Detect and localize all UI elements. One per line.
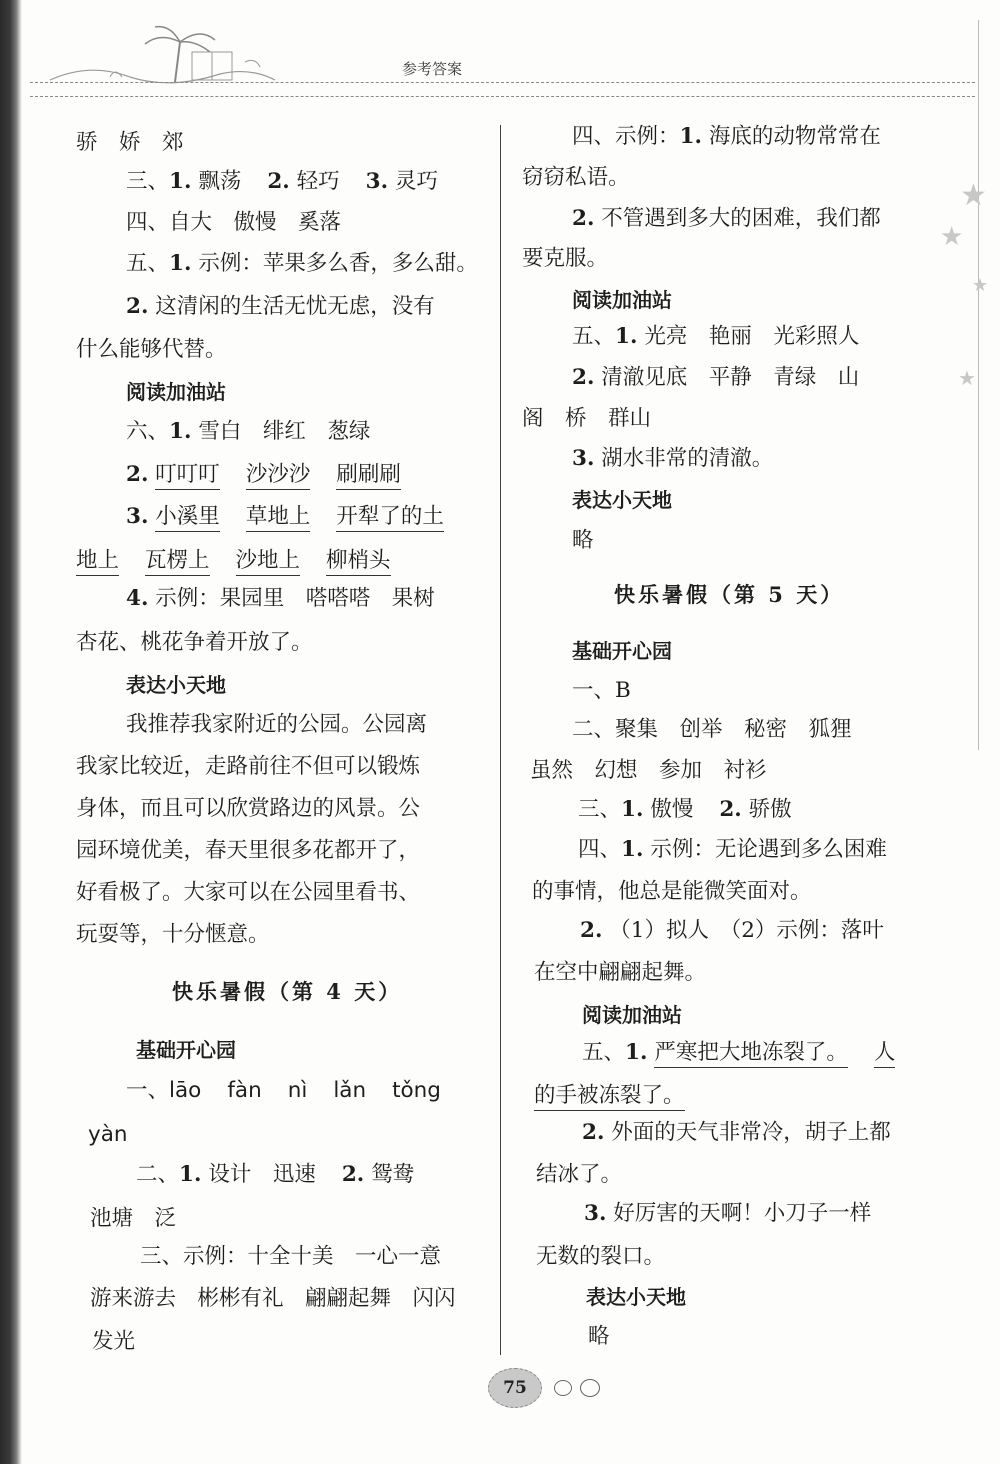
header-divider-bottom	[30, 96, 975, 97]
answer-line: 一、B	[572, 678, 631, 703]
answer-line: 骄 娇 郊	[76, 130, 184, 155]
answer-line: 2. 外面的天气非常冷，胡子上都	[582, 1120, 891, 1145]
paragraph-line: 身体，而且可以欣赏路边的风景。公	[76, 796, 421, 821]
star-icon: ★	[940, 222, 964, 252]
answer-line: 三、1. 傲慢 2. 骄傲	[578, 797, 792, 822]
answer-line: 池塘 泛	[90, 1206, 177, 1231]
answer-line: 六、1. 雪白 绯红 葱绿	[126, 419, 371, 444]
section-heading: 基础开心园	[136, 1038, 236, 1062]
answer-line: 二、1. 设计 迅速 2. 鸳鸯	[136, 1162, 415, 1187]
answer-line: 四、1. 示例：无论遇到多么困难	[578, 837, 887, 862]
paragraph-line: 玩耍等，十分惬意。	[76, 922, 270, 947]
answer-line: 略	[588, 1324, 610, 1349]
answer-line: 三、示例：十全十美 一心一意	[140, 1244, 442, 1269]
answer-line: 结冰了。	[536, 1162, 623, 1187]
section-heading: 阅读加油站	[126, 380, 226, 404]
circle-icon	[554, 1380, 572, 1396]
paragraph-line: 我家比较近，走路前往不但可以锻炼	[76, 754, 421, 779]
answer-line: 窃窃私语。	[522, 165, 630, 190]
day-section-title: 快乐暑假（第 5 天）	[614, 582, 845, 607]
answer-line: 2. 叮叮叮 沙沙沙 刷刷刷	[76, 460, 401, 490]
answer-line: 四、自大 傲慢 奚落	[126, 210, 342, 235]
section-heading: 阅读加油站	[582, 1003, 682, 1027]
answer-line: 无数的裂口。	[536, 1244, 666, 1269]
answer-line: 在空中翩翩起舞。	[534, 960, 707, 985]
answer-line: 杏花、桃花争着开放了。	[76, 630, 313, 655]
section-heading: 基础开心园	[572, 639, 672, 663]
pinyin-line: yàn	[88, 1122, 128, 1147]
answer-line: 2. 这清闲的生活无忧无虑，没有	[126, 294, 435, 319]
page-number: 75	[488, 1368, 542, 1408]
star-icon: ★	[958, 366, 976, 390]
column-divider	[500, 125, 501, 1355]
paragraph-line: 好看极了。大家可以在公园里看书、	[76, 880, 421, 905]
paragraph-line: 园环境优美，春天里很多花都开了，	[76, 838, 421, 863]
section-heading: 阅读加油站	[572, 288, 672, 312]
answer-line: 的手被冻裂了。	[534, 1081, 685, 1111]
answer-line: 二、聚集 创举 秘密 狐狸	[572, 717, 852, 742]
star-icon: ★	[972, 275, 989, 296]
circle-icon	[580, 1379, 600, 1397]
right-margin-line	[978, 20, 979, 750]
section-heading: 表达小天地	[126, 673, 226, 697]
answer-line: 游来游去 彬彬有礼 翩翩起舞 闪闪	[90, 1286, 456, 1311]
answer-line: 2. （1）拟人 （2）示例：落叶	[580, 918, 884, 943]
answer-line: 三、1. 飘荡 2. 轻巧 3. 灵巧	[126, 169, 438, 194]
star-icon: ★	[960, 178, 987, 213]
section-heading: 表达小天地	[586, 1285, 686, 1309]
page-header	[30, 20, 985, 100]
answer-line: 五、1. 示例：苹果多么香，多么甜。	[126, 251, 478, 276]
page-binding-edge	[0, 0, 22, 1464]
day-section-title: 快乐暑假（第 4 天）	[172, 979, 403, 1004]
header-divider-top	[30, 82, 975, 83]
answer-line: 阁 桥 群山	[522, 406, 652, 431]
answer-line: 3. 好厉害的天啊！小刀子一样	[584, 1201, 872, 1226]
section-heading: 表达小天地	[572, 488, 672, 512]
answer-line: 2. 清澈见底 平静 青绿 山	[572, 365, 860, 390]
answer-line: 4. 示例：果园里 嗒嗒嗒 果树	[126, 586, 435, 611]
page-header-title: 参考答案	[402, 60, 463, 78]
answer-line: 的事情，他总是能微笑面对。	[532, 879, 812, 904]
paragraph-line: 我推荐我家附近的公园。公园离	[126, 712, 428, 737]
pinyin-line: 一、lāo fàn nì lǎn tǒng	[126, 1078, 441, 1103]
answer-line: 3. 小溪里 草地上 开犁了的土	[76, 502, 444, 532]
answer-line: 什么能够代替。	[76, 337, 227, 362]
answer-line: 五、1. 光亮 艳丽 光彩照人	[572, 324, 860, 349]
answer-line: 地上 瓦楞上 沙地上 柳梢头	[76, 546, 391, 576]
answer-line: 3. 湖水非常的清澈。	[572, 446, 774, 471]
answer-line: 五、1. 严寒把大地冻裂了。 人	[532, 1038, 895, 1068]
answer-line: 2. 不管遇到多大的困难，我们都	[572, 206, 881, 231]
answer-line: 要克服。	[522, 246, 609, 271]
answer-line: 虽然 幻想 参加 衬衫	[530, 758, 767, 783]
answer-line: 四、示例：1. 海底的动物常常在	[572, 124, 881, 149]
answer-line: 略	[572, 528, 594, 553]
answer-line: 发光	[92, 1329, 136, 1354]
